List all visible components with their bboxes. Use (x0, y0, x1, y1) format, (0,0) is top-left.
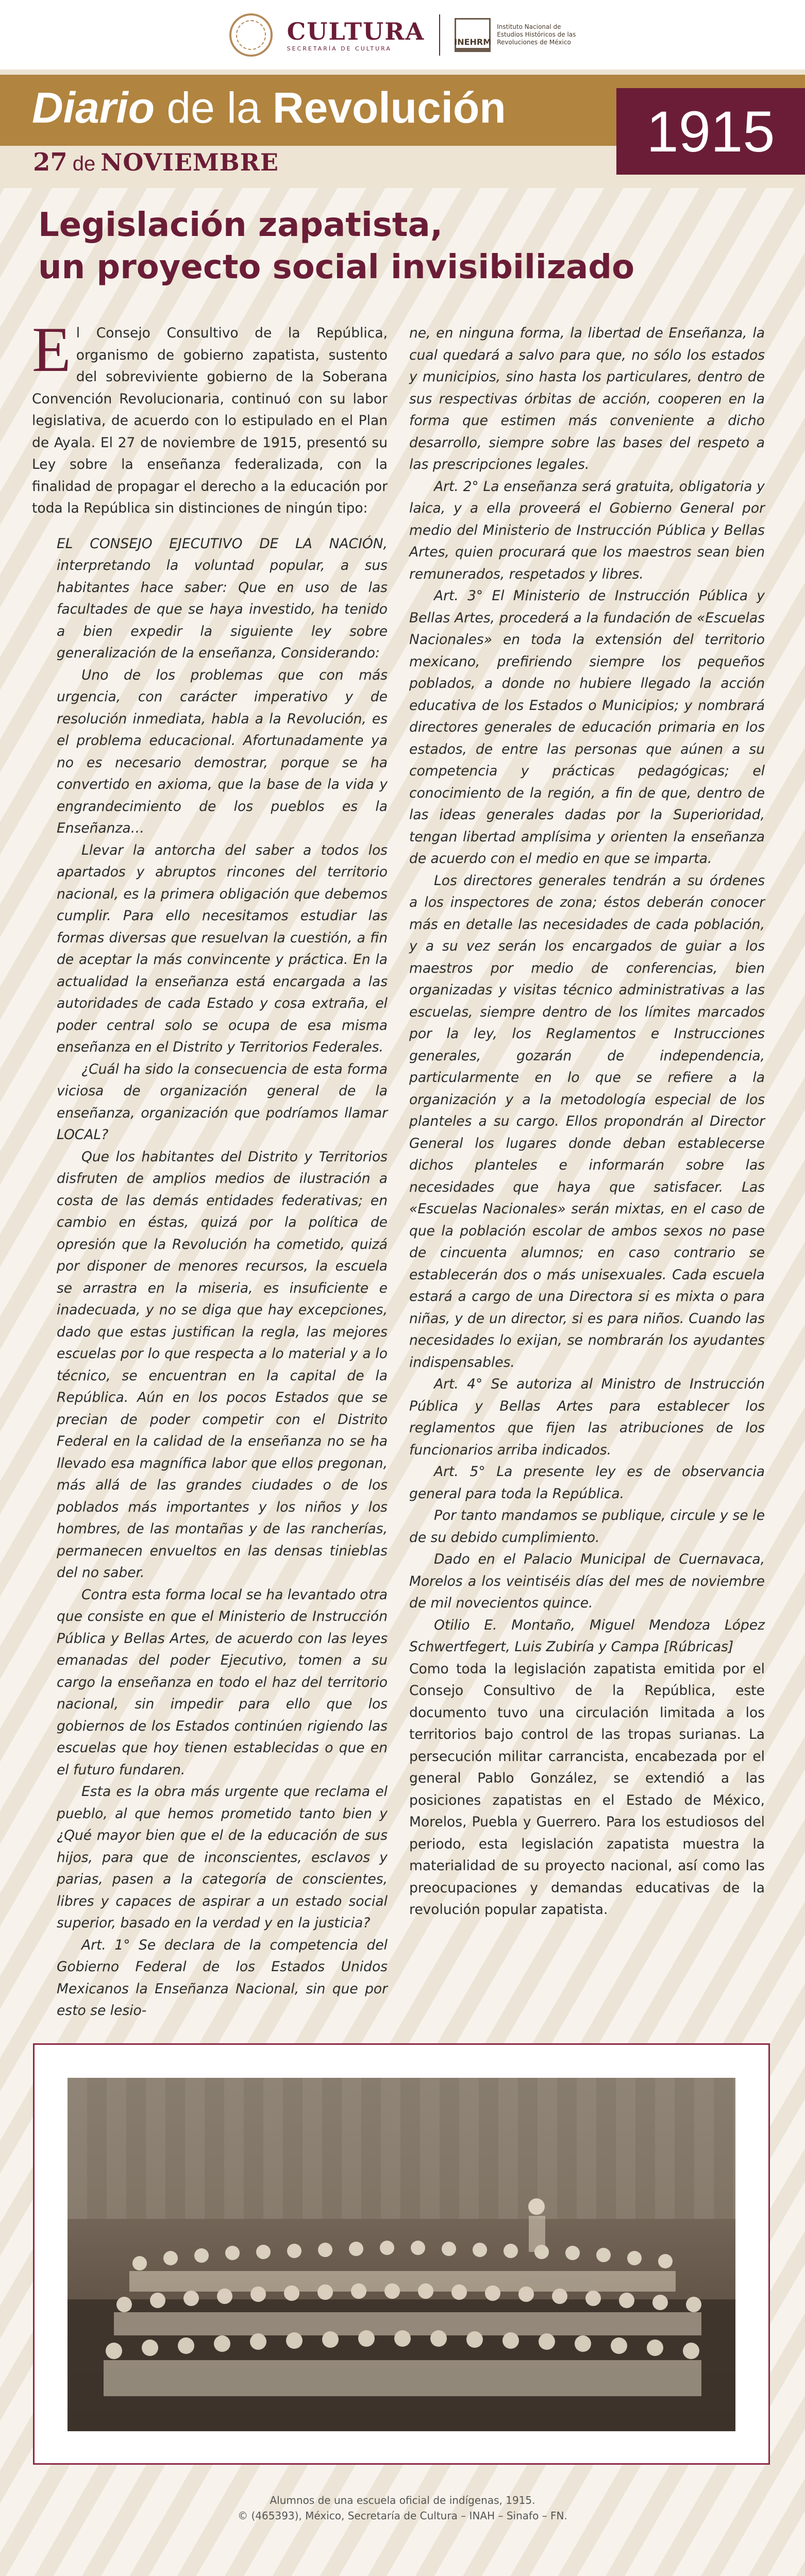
date-day: 27 (33, 148, 68, 177)
quote-paragraph: Llevar la antorcha del saber a todos los apartados y abruptos rincones del territorio nacional, es la primera obligación que debemos cumplir. Para ello necesitamos estudiar las formas diversas que resuelvan la cuestión, a fin de aceptar la más convincente y práctica. En la actualidad la enseñanza está encargada a las autoridades de cada Estado y cosa extraña, el poder central solo se ocupa de esa misma enseñanza en el Distrito y Territorios Federales. (57, 842, 388, 1055)
date-month: NOVIEMBRE (100, 148, 279, 176)
inehrm-line-1: Instituto Nacional de (497, 23, 561, 30)
quote-paragraph: Contra esta forma local se ha levantado otra que consiste en que el Ministerio de Instrucción Pública y Bellas Artes, de acuerdo con las leyes emanadas del poder Ejecutivo, tomen a su cargo la enseñanza en todo el haz del territorio nacional, sin impedir para ello que los gobiernos de los Estados continúen rigiendo las escuelas que hoy tienen establecidas o que en el futuro fundaren. (57, 1586, 388, 1778)
headline-line-2: un proyecto social invisibilizado (38, 248, 635, 286)
cultura-subtitle: SECRETARÍA DE CULTURA (287, 45, 392, 52)
diario-title (32, 83, 506, 132)
quote-paragraph: Art. 3° El Ministerio de Instrucción Pública y Bellas Artes, procederá a la fundación de «Escuelas Nacionales» en toda la extensión del territorio mexicano, prefiriendo siempre los pequeños poblados, a donde no hubiere llegado la acción educativa de los Estados o Municipios; y nombrará directores generales de educación primaria en los estados, de entre las personas que aúnen a su competencia y prácticas pedagógicas; el conocimiento de la región, a fin de que, dentro de las ideas generales dadas por la Superioridad, tengan libertad amplísima y orienten la enseñanza de acuerdo con el medio en que se imparta. (409, 588, 765, 867)
quote-paragraph: Art. 5° La presente ley es de observancia general para toda la República. (409, 1464, 765, 1502)
quote-paragraph: Uno de los problemas que con más urgencia, con carácter imperativo y de resolución inmediata, habla a la Revolución, es el problema educacional. Afortunadamente ya no es necesario demostrar, porque se ha convertido en axioma, que la base de la vida y engrandecimiento de los pueblos es la Enseñanza… (57, 667, 388, 836)
schoolchildren-group-photo (68, 2078, 735, 2431)
drop-cap: E (32, 314, 71, 385)
photo-caption (0, 2493, 805, 2523)
quote-paragraph: ¿Cuál ha sido la consecuencia de esta forma viciosa de organización general de la enseñanza, organización que podríamos llamar LOCAL? (57, 1061, 388, 1143)
caption-line-2: © (465393), México, Secretaría de Cultura – INAH – Sinafo – FN. (238, 2510, 567, 2522)
law-quote (32, 533, 388, 2022)
photo-frame (33, 2043, 770, 2465)
quote-paragraph: Por tanto mandamos se publique, circule y se le de su debido cumplimiento. (409, 1507, 765, 1546)
year-badge: 1915 (616, 88, 805, 175)
de-la-word: de la (166, 83, 261, 132)
logo-bar (0, 0, 805, 70)
quote-paragraph: Art. 2° La enseñanza será gratuita, obligatoria y laica, y a ella proveerá el Gobierno General por medio del Ministerio de Instrucción Pública y Bellas Artes, quien procurará que los maestros sean bien remunerados, respetados y libres. (409, 478, 765, 582)
quote-paragraph: Esta es la obra más urgente que reclama el pueblo, al que hemos prometido tanto bien y ¿Qué mayor bien que el de la educación de sus hijos, para que de inconscientes, esclavos y parias, pasen a la categoría de conscientes, libres y capaces de aspirar a un estado social superior, basado en la verdad y en la justicia? (57, 1784, 388, 1931)
quote-paragraph: ne, en ninguna forma, la libertad de Enseñanza, la cual quedará a salvo para que, no sólo los estados y municipios, sino hasta los particulares, dentro de sus respectivas órbitas de acción, cooperen en la forma que estimen más conveniente a dicho desarrollo, siempre sobre las bases del respeto a las prescripciones legales. (409, 325, 765, 472)
date-line (33, 148, 279, 177)
signatories: Otilio E. Montaño, Miguel Mendoza López Schwertfegert, Luis Zubiría y Campa [Rúbricas] (409, 1617, 765, 1655)
inehrm-logo (455, 18, 576, 52)
caption-line-1: Alumnos de una escuela oficial de indígenas, 1915. (270, 2494, 535, 2506)
diario-word: Diario (32, 83, 155, 132)
intro-text: l Consejo Consultivo de la República, organismo de gobierno zapatista, sustento del sobreviviente gobierno de la Soberana Convención Revolucionaria, continuó con su labor legislativa, de acuerdo con lo estipulado en el Plan de Ayala. El 27 de noviembre de 1915, presentó su Ley sobre la enseñanza federalizada, con la finalidad de propagar el derecho a la educación por toda la República sin distinciones de ningún tipo: (32, 325, 388, 516)
article-column-left (32, 314, 388, 2022)
quote-paragraph: Art. 1° Se declara de la competencia del Gobierno Federal de los Estados Unidos Mexicanos la Enseñanza Nacional, sin que por esto se lesio- (57, 1937, 388, 2019)
inehrm-building-icon (455, 18, 491, 52)
cultura-logo (287, 18, 425, 52)
historical-photo (68, 2078, 735, 2431)
cultura-title: CULTURA (287, 18, 425, 45)
article-headline (38, 204, 760, 289)
date-de: de (72, 152, 96, 175)
quote-paragraph: Dado en el Palacio Municipal de Cuernavaca, Morelos a los veintiséis días del mes de noviembre de mil novecientos quince. (409, 1551, 765, 1611)
header-banner (0, 70, 805, 188)
logo-divider (439, 14, 440, 56)
quote-paragraph: Que los habitantes del Distrito y Territorios disfruten de amplios medios de ilustración a costa de las demás entidades federativas; en cambio en éstas, quizá por la política de opresión que la Revolución ha cometido, quizá por disponer de menores recursos, la escuela se arrastra en la miseria, es insuficiente e inadecuada, y no se diga que hay excepciones, dado que estas justifican la regla, las mejores escuelas por lo que respecta a lo material y a lo técnico, se encuentran en la capital de la República. Aún en los pocos Estados que se precian de poder competir con el Distrito Federal en la calidad de la enseñanza no se ha llevado esa magnífica labor que ellos pregonan, más allá de las grandes ciudades o de los poblados más importantes y los niños y los hombres, de las montañas y de las rancherías, permanecen envueltos en las densas tinieblas del no saber. (57, 1148, 388, 1581)
law-quote-continued (409, 323, 765, 1658)
inehrm-line-3: Revoluciones de México (497, 39, 571, 46)
quote-paragraph: EL CONSEJO EJECUTIVO DE LA NACIÓN, interpretando la voluntad popular, a sus habitantes hace saber: Que en uso de las facultades de que se haya investido, ha tenido a bien expedir la siguiente ley sobre generalización de la enseñanza, Considerando: (57, 535, 388, 661)
inehrm-acronym: INEHRM (454, 37, 492, 47)
headline-line-1: Legislación zapatista, (38, 206, 443, 244)
inehrm-line-2: Estudios Históricos de las (497, 31, 576, 38)
article-column-right (409, 323, 765, 1921)
quote-paragraph: Art. 4° Se autoriza al Ministro de Instrucción Pública y Bellas Artes para establecer los reglamentos que fijen las atribuciones de los funcionarios arriba indicados. (409, 1376, 765, 1458)
cultura-seal-icon (229, 13, 273, 57)
revolucion-word: Revolución (272, 83, 506, 132)
intro-paragraph (32, 314, 388, 520)
closing-paragraph: Como toda la legislación zapatista emitida por el Consejo Consultivo de la República, este documento tuvo una circulación limitada a los territorios bajo control de las tropas surianas. La persecución militar carrancista, encabezada por el general Pablo González, se extendió a las posiciones zapatistas en el Estado de México, Morelos, Puebla y Guerrero. Para los estudiosos del periodo, esta legislación zapatista muestra la materialidad de su proyecto nacional, así como las preocupaciones y demandas educativas de la revolución popular zapatista. (409, 1660, 765, 1918)
quote-paragraph: Los directores generales tendrán a su órdenes a los inspectores de zona; éstos deberán conocer más en detalle las necesidades de cada población, y a su vez serán los encargados de guiar a los maestros por medio de conferencias, bien organizadas y visitas técnico administrativas a las escuelas, siempre dentro de los límites marcados por la ley, los Reglamentos e Instrucciones generales, gozarán de independencia, particularmente en lo que se refiere a la organización y a la metodología especial de los planteles a su cargo. Ellos propondrán al Director General los lugares donde deban establecerse dichos planteles e informarán sobre las necesidades que haya que satisfacer. Las «Escuelas Nacionales» serán mixtas, en el caso de que la población escolar de ambos sexos no pase de cincuenta alumnos; en caso contrario se establecerán dos o más unisexuales. Cada escuela estará a cargo de una Directora si es mixta o para niñas, y de un director, si es para niños. Cuando las necesidades lo exijan, se nombrarán los ayudantes indispensables. (409, 872, 765, 1370)
